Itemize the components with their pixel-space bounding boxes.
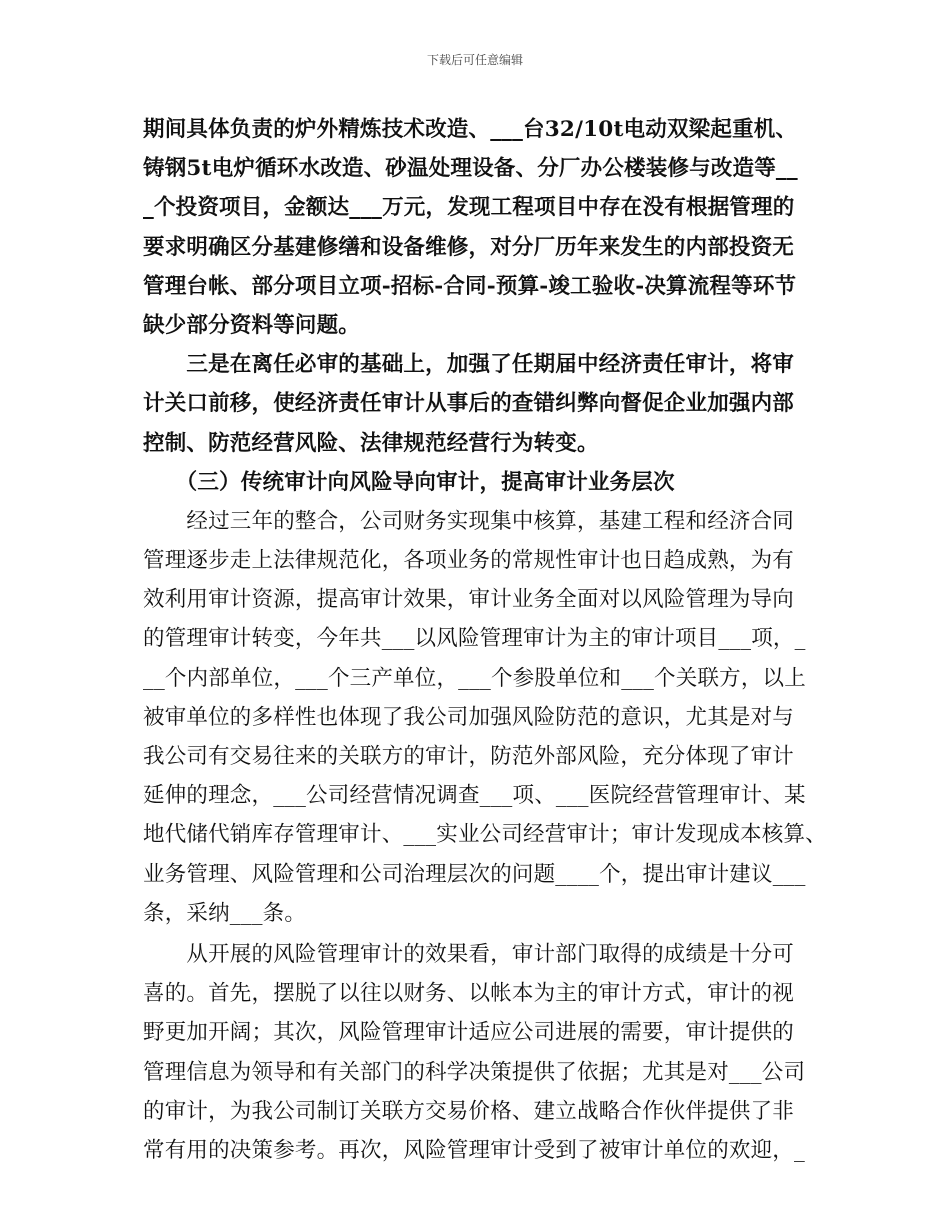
text-line: 条，采纳___条。 bbox=[143, 900, 307, 926]
text-line: 地代储代销库存管理审计、___实业公司经营审计；审计发现成本核算、 bbox=[143, 822, 827, 848]
text-line: 经过三年的整合，公司财务实现集中核算，基建工程和经济合同 bbox=[143, 508, 795, 534]
paragraph bbox=[143, 463, 823, 502]
text-line: 期间具体负责的炉外精炼技术改造、___台32/10t电动双梁起重机、 bbox=[143, 117, 798, 142]
text-line: 常有用的决策参考。再次，风险管理审计受到了被审计单位的欢迎，_ bbox=[143, 1137, 805, 1163]
text-line: 喜的。首先，摆脱了以往以财务、以帐本为主的审计方式，审计的视 bbox=[143, 981, 795, 1007]
paragraph bbox=[143, 935, 823, 1170]
text-line: 管理信息为领导和有关部门的科学决策提供了依据；尤其是对___公司 bbox=[143, 1059, 806, 1085]
text-line: （三）传统审计向风险导向审计，提高审计业务层次 bbox=[143, 469, 675, 495]
page-header: 下载后可任意编辑 bbox=[426, 53, 523, 67]
text-line: __个内部单位，___个三产单位，___个参股单位和___个关联方，以上 bbox=[143, 665, 806, 691]
text-line: 业务管理、风险管理和公司治理层次的问题____个，提出审计建议___ bbox=[143, 861, 806, 887]
text-line: 的管理审计转变，今年共___以风险管理审计为主的审计项目___项，_ bbox=[143, 626, 806, 652]
text-line: 效利用审计资源，提高审计效果，审计业务全面对以风险管理为导向 bbox=[143, 587, 795, 613]
text-line: 管理台帐、部分项目立项-招标-合同-预算-竣工验收-决算流程等环节 bbox=[143, 273, 797, 299]
text-line: 管理逐步走上法律规范化，各项业务的常规性审计也日趋成熟，为有 bbox=[143, 548, 795, 574]
text-line: 计关口前移，使经济责任审计从事后的查错纠弊向督促企业加强内部 bbox=[143, 391, 795, 417]
paragraph bbox=[143, 110, 823, 345]
paragraph bbox=[143, 502, 827, 933]
text-line: 要求明确区分基建修缮和设备维修，对分厂历年来发生的内部投资无 bbox=[143, 234, 795, 260]
text-line: 我公司有交易往来的关联方的审计，防范外部风险，充分体现了审计 bbox=[143, 744, 795, 769]
text-line: 从开展的风险管理审计的效果看，审计部门取得的成绩是十分可 bbox=[143, 941, 795, 967]
text-line: 控制、防范经营风险、法律规范经营行为转变。 bbox=[143, 430, 599, 456]
text-line: 铸钢5t电炉循环水改造、砂温处理设备、分厂办公楼装修与改造等__ bbox=[143, 156, 798, 182]
paragraph bbox=[143, 345, 823, 463]
document-body bbox=[143, 110, 827, 1170]
text-line: _个投资项目，金额达___万元，发现工程项目中存在没有根据管理的 bbox=[143, 195, 795, 221]
text-line: 缺少部分资料等问题。 bbox=[143, 312, 361, 338]
text-line: 被审单位的多样性也体现了我公司加强风险防范的意识，尤其是对与 bbox=[143, 704, 795, 730]
text-line: 的审计，为我公司制订关联方交易价格、建立战略合作伙伴提供了非 bbox=[143, 1098, 795, 1124]
text-line: 延伸的理念，___公司经营情况调查___项、___医院经营管理审计、某 bbox=[143, 783, 806, 809]
text-line: 野更加开阔；其次，风险管理审计适应公司进展的需要，审计提供的 bbox=[143, 1020, 795, 1046]
text-line: 三是在离任必审的基础上，加强了任期届中经济责任审计，将审 bbox=[143, 352, 795, 378]
